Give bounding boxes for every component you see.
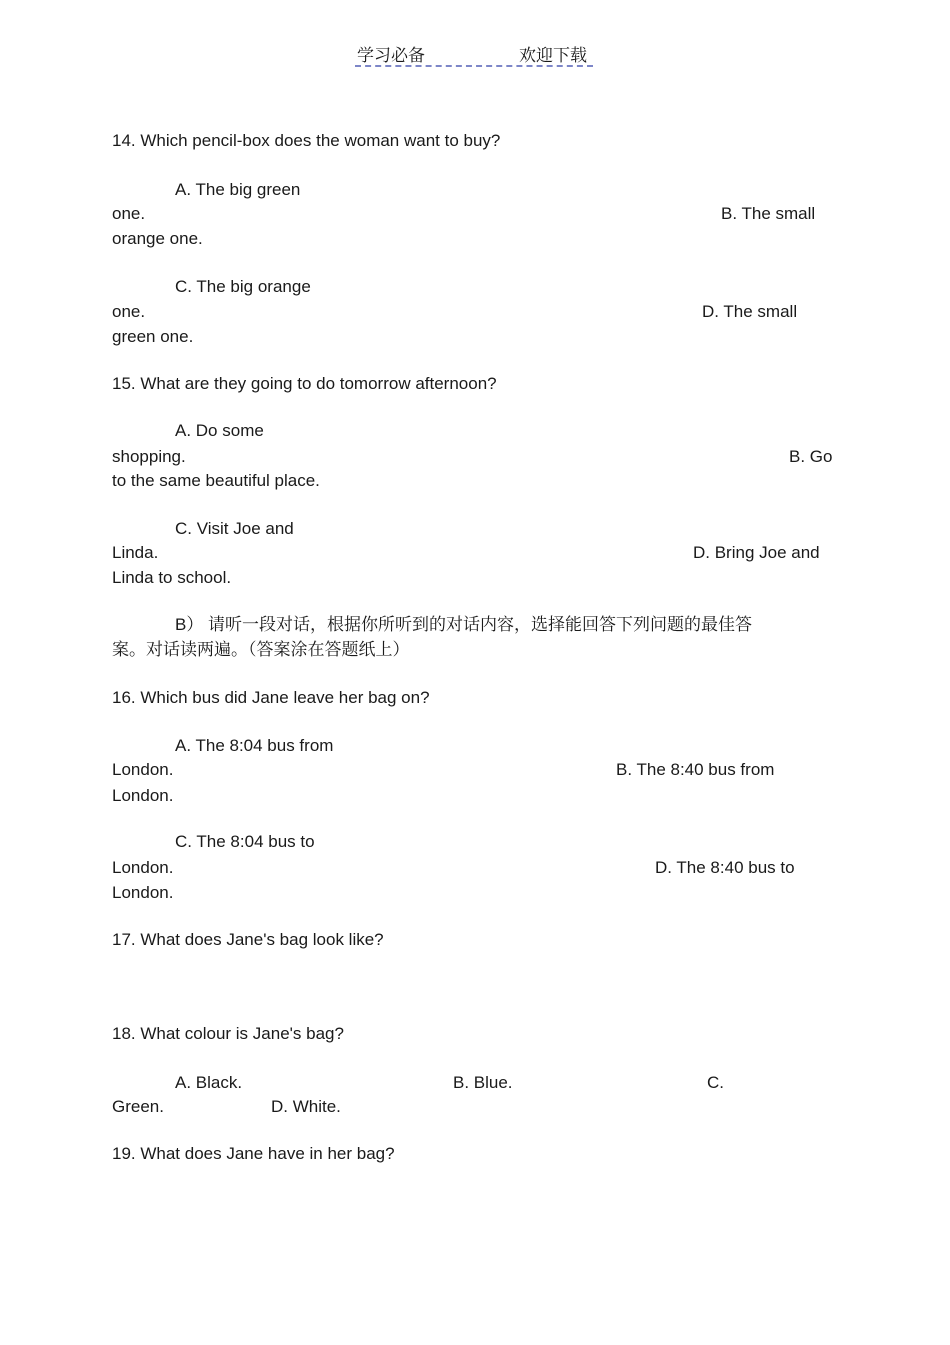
- q15-option-a: A. Do some: [175, 421, 264, 440]
- q18-option-b: B. Blue.: [453, 1073, 513, 1092]
- q16-option-b-cont: London.: [112, 786, 174, 805]
- q14-option-b: B. The small: [721, 204, 816, 223]
- q15-question: 15. What are they going to do tomorrow afternoon?: [112, 374, 497, 393]
- q16-option-a: A. The 8:04 bus from: [175, 736, 334, 755]
- q16-option-a-cont: London.: [112, 760, 174, 779]
- q16-option-b: B. The 8:40 bus from: [616, 760, 775, 779]
- q14-option-c: C. The big orange: [175, 277, 311, 296]
- q16-option-c-cont: London.: [112, 858, 174, 877]
- q17-question: 17. What does Jane's bag look like?: [112, 930, 384, 949]
- q14-option-c-cont: one.: [112, 302, 146, 321]
- q18-option-a: A. Black.: [175, 1073, 243, 1092]
- page-header: [355, 41, 593, 67]
- q14-question: 14. Which pencil-box does the woman want to buy?: [112, 131, 501, 150]
- q18-question: 18. What colour is Jane's bag?: [112, 1024, 344, 1043]
- q14-option-d: D. The small: [702, 302, 798, 321]
- section-b-instruction-cont: 案。对话读两遍。（答案涂在答题纸上）: [112, 640, 410, 659]
- q18-option-c: C.: [707, 1073, 724, 1092]
- q14-option-a-cont: one.: [112, 204, 146, 223]
- q16-option-d: D. The 8:40 bus to: [655, 858, 795, 877]
- q15-option-c: C. Visit Joe and: [175, 519, 294, 538]
- q19-question: 19. What does Jane have in her bag?: [112, 1144, 395, 1163]
- q15-option-d-cont: Linda to school.: [112, 568, 232, 587]
- q15-option-a-cont: shopping.: [112, 447, 186, 466]
- q18-option-c-cont: Green.: [112, 1097, 164, 1116]
- q15-option-c-cont: Linda.: [112, 543, 159, 562]
- header-left: 学习必备: [357, 46, 425, 65]
- q18-option-d: D. White.: [271, 1097, 341, 1116]
- q16-option-d-cont: London.: [112, 883, 174, 902]
- q14-option-b-cont: orange one.: [112, 229, 203, 248]
- q16-option-c: C. The 8:04 bus to: [175, 832, 315, 851]
- q16-question: 16. Which bus did Jane leave her bag on?: [112, 688, 430, 707]
- header-right: 欢迎下载: [519, 46, 587, 65]
- q14-option-d-cont: green one.: [112, 327, 194, 346]
- q15-option-b: B. Go: [789, 447, 833, 466]
- q14-option-a: A. The big green: [175, 180, 301, 199]
- section-b-instruction: B） 请听一段对话，根据你所听到的对话内容，选择能回答下列问题的最佳答: [175, 615, 753, 634]
- q15-option-d: D. Bring Joe and: [693, 543, 820, 562]
- q15-option-b-cont: to the same beautiful place.: [112, 471, 320, 490]
